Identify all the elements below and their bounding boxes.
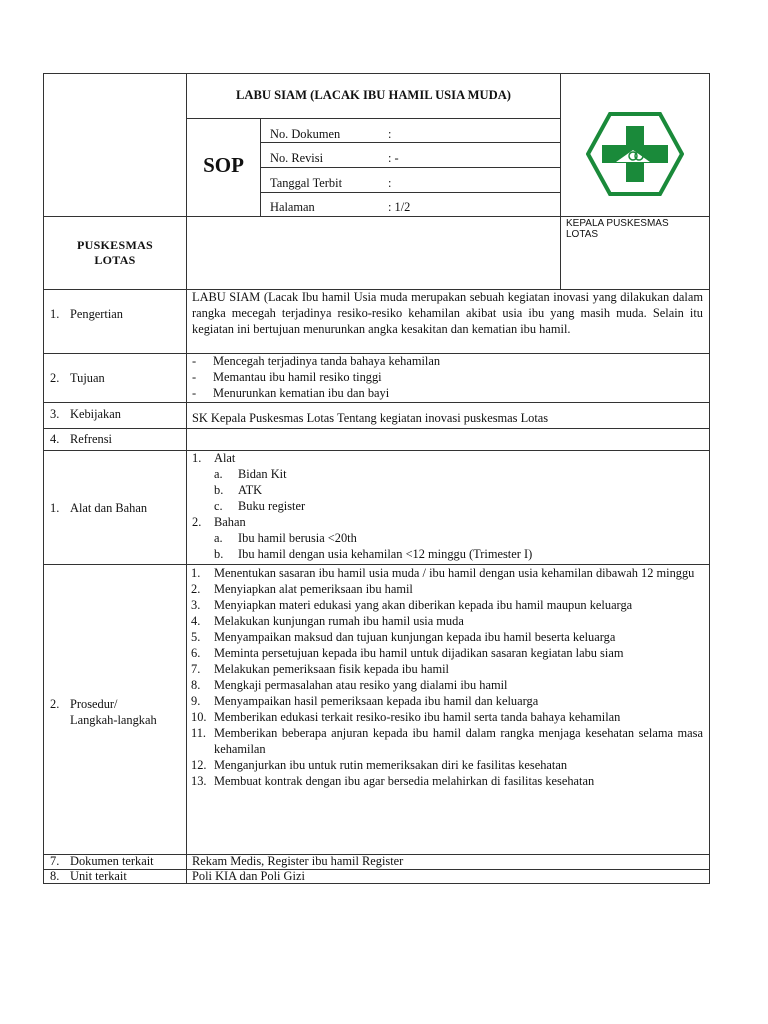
dokumen-terkait-text: Rekam Medis, Register ibu hamil Register xyxy=(192,854,404,868)
border-top xyxy=(43,73,710,74)
pengertian-text: LABU SIAM (Lacak Ibu hamil Usia muda merupakan sebuah kegiatan inovasi yang dilakukan dalam rangka mecegah terjadinya resiko-resiko kehamilan akibat usia ibu yang masih muda. Selain itu kegiatan ini bertujuan menurunkan angka kesakitan dan kematian ibu hamil. xyxy=(192,290,703,336)
divider-v-header-right xyxy=(560,73,561,289)
meta-key: Halaman xyxy=(270,200,315,214)
list-item: 13. Membuat kontrak dengan ibu agar bersedia melahirkan di fasilitas kesehatan xyxy=(191,774,595,788)
list-item: 5. Menyampaikan maksud dan tujuan kunjungan kepada ibu hamil beserta keluarga xyxy=(191,630,616,644)
meta-key: Tanggal Terbit xyxy=(270,176,343,190)
puskesmas-logo-icon xyxy=(586,112,684,196)
sop-document-page: LABU SIAM (LACAK IBU HAMIL USIA MUDA) SOP No. Dokumen : No. Revisi : - Tanggal Terbit : Halaman : 1/2 PUSKESMAS LOTAS KEPALA PUSKESMAS LOTAS 1. Pengertian LABU SIAM (Lacak Ibu hamil Usia muda merupakan sebuah kegiatan inovasi yang dilakukan dalam rangka mecegah terjadinya resiko-resiko kehamilan akibat usia ibu yang masih muda. Selain itu kegiatan ini bertujuan menurunkan angka kesakitan dan kematian ibu hamil. 2. Tujuan - Mencegah terjadinya tanda bahaya kehamilan - Memantau ibu hamil resiko tinggi - Menurunkan kematian ibu dan bayi 3. Kebijakan SK Kepala Puskesmas Lotas Tentang kegiatan inovasi puskesmas Lotas 4. Refrensi 1. Alat dan Bahan 1. Alat a. Bidan Kit b. ATK c. Buku register 2. Bahan a. Ibu hamil berusia <20th b. Ibu hamil dengan usia kehamilan <12 minggu (Trimester I) 2. Prosedur/ Langkah-langkah 1. Menentukan sasaran ibu hamil usia muda / ibu hamil dengan usia kehamilan dibawah 12 minggu 2. Menyiapkan alat pemeriksaan ibu hamil 3. Menyiapkan materi edukasi yang akan diberikan kepada ibu hamil maupun keluarga 4. Melakukan kunjungan rumah ibu hamil usia muda 5. Menyampaikan maksud dan tujuan kunjungan kepada ibu hamil beserta keluarga 6. Meminta persetujuan kepada ibu hamil untuk dijadikan sasaran kegiatan labu siam 7. Melakukan pemeriksaan fisik kepada ibu hamil 8. Mengkaji permasalahan atau resiko yang dialami ibu hamil 9. Menyampaikan hasil pemeriksaan kepada ibu hamil dan keluarga 10. Memberikan edukasi terkait resiko-resiko ibu hamil serta tanda bahaya kehamilan 11. Memberikan beberapa anjuran kepada ibu hamil dalam rangka menjaga kesehatan selama masa kehamilan 12. Menganjurkan ibu untuk rutin memeriksakan diri ke fasilitas kesehatan 13. Membuat kontrak dengan ibu agar bersedia melahirkan di fasilitas kesehatan 7. Dokumen terkait Rekam Medis, Register ibu hamil Register 8. Unit terkait Poli KIA dan Poli Gizi xyxy=(0,0,768,1024)
list-item: 1. Menentukan sasaran ibu hamil usia muda / ibu hamil dengan usia kehamilan dibawah 12 minggu xyxy=(191,566,695,580)
list-item: 1. Alat xyxy=(192,451,236,465)
head-line-2: LOTAS xyxy=(566,229,599,240)
sop-label: SOP xyxy=(203,153,244,177)
unit-terkait-text: Poli KIA dan Poli Gizi xyxy=(192,869,305,883)
list-item: 9. Menyampaikan hasil pemeriksaan kepada ibu hamil dan keluarga xyxy=(191,694,539,708)
meta-value: : 1/2 xyxy=(388,200,411,214)
list-item: b. Ibu hamil dengan usia kehamilan <12 minggu (Trimester I) xyxy=(214,547,533,561)
list-item: - Mencegah terjadinya tanda bahaya kehamilan xyxy=(190,353,703,369)
divider-h-meta3 xyxy=(260,192,561,193)
meta-value: : xyxy=(388,127,392,141)
org-name xyxy=(44,238,186,268)
list-item: b. ATK xyxy=(214,483,263,497)
tujuan-list xyxy=(190,353,703,401)
border-right xyxy=(709,73,710,884)
org-line-1: PUSKESMAS xyxy=(76,238,154,252)
divider-h-row3 xyxy=(43,428,710,429)
meta-value: : xyxy=(388,176,392,190)
divider-h-meta2 xyxy=(260,167,561,168)
divider-h-row2 xyxy=(43,402,710,403)
list-item: 7. Melakukan pemeriksaan fisik kepada ibu hamil xyxy=(191,662,450,676)
divider-h-meta1 xyxy=(260,142,561,143)
border-left xyxy=(43,73,44,884)
list-item: c. Buku register xyxy=(214,499,306,513)
prosedur-steps xyxy=(191,565,703,789)
alat-bahan-list xyxy=(192,450,703,562)
list-item: 4. Melakukan kunjungan rumah ibu hamil usia muda xyxy=(191,614,464,628)
meta-key: No. Dokumen xyxy=(270,127,341,141)
list-item: 3. Menyiapkan materi edukasi yang akan diberikan kepada ibu hamil maupun keluarga xyxy=(191,598,633,612)
list-item: - Memantau ibu hamil resiko tinggi xyxy=(190,369,703,385)
divider-h-header xyxy=(43,216,710,217)
list-item: a. Ibu hamil berusia <20th xyxy=(214,531,357,545)
list-item: 2. Menyiapkan alat pemeriksaan ibu hamil xyxy=(191,582,413,596)
list-item: 12. Menganjurkan ibu untuk rutin memeriksakan diri ke fasilitas kesehatan xyxy=(191,758,568,772)
list-item: a. Bidan Kit xyxy=(214,467,287,481)
list-item: - Menurunkan kematian ibu dan bayi xyxy=(190,385,703,401)
head-line-1: KEPALA PUSKESMAS xyxy=(566,218,669,229)
list-item: 10. Memberikan edukasi terkait resiko-resiko ibu hamil serta tanda bahaya kehamilan xyxy=(191,710,621,724)
divider-h-title xyxy=(186,118,561,119)
meta-value: : - xyxy=(388,151,399,165)
divider-v-header-left xyxy=(186,73,187,289)
list-item: 2. Bahan xyxy=(192,515,246,529)
list-item: 6. Meminta persetujuan kepada ibu hamil untuk dijadikan sasaran kegiatan labu siam xyxy=(191,646,624,660)
kebijakan-text: SK Kepala Puskesmas Lotas Tentang kegiatan inovasi puskesmas Lotas xyxy=(192,411,549,425)
org-line-2: LOTAS xyxy=(94,253,136,267)
divider-v-body xyxy=(186,289,187,884)
head-signature-label xyxy=(566,218,706,240)
meta-key: No. Revisi xyxy=(270,151,324,165)
list-item: 11. Memberikan beberapa anjuran kepada ibu hamil dalam rangka menjaga kesehatan selama masa kehamilan xyxy=(191,726,703,756)
document-title: LABU SIAM (LACAK IBU HAMIL USIA MUDA) xyxy=(236,88,511,102)
list-item: 8. Mengkaji permasalahan atau resiko yang dialami ibu hamil xyxy=(191,678,508,692)
